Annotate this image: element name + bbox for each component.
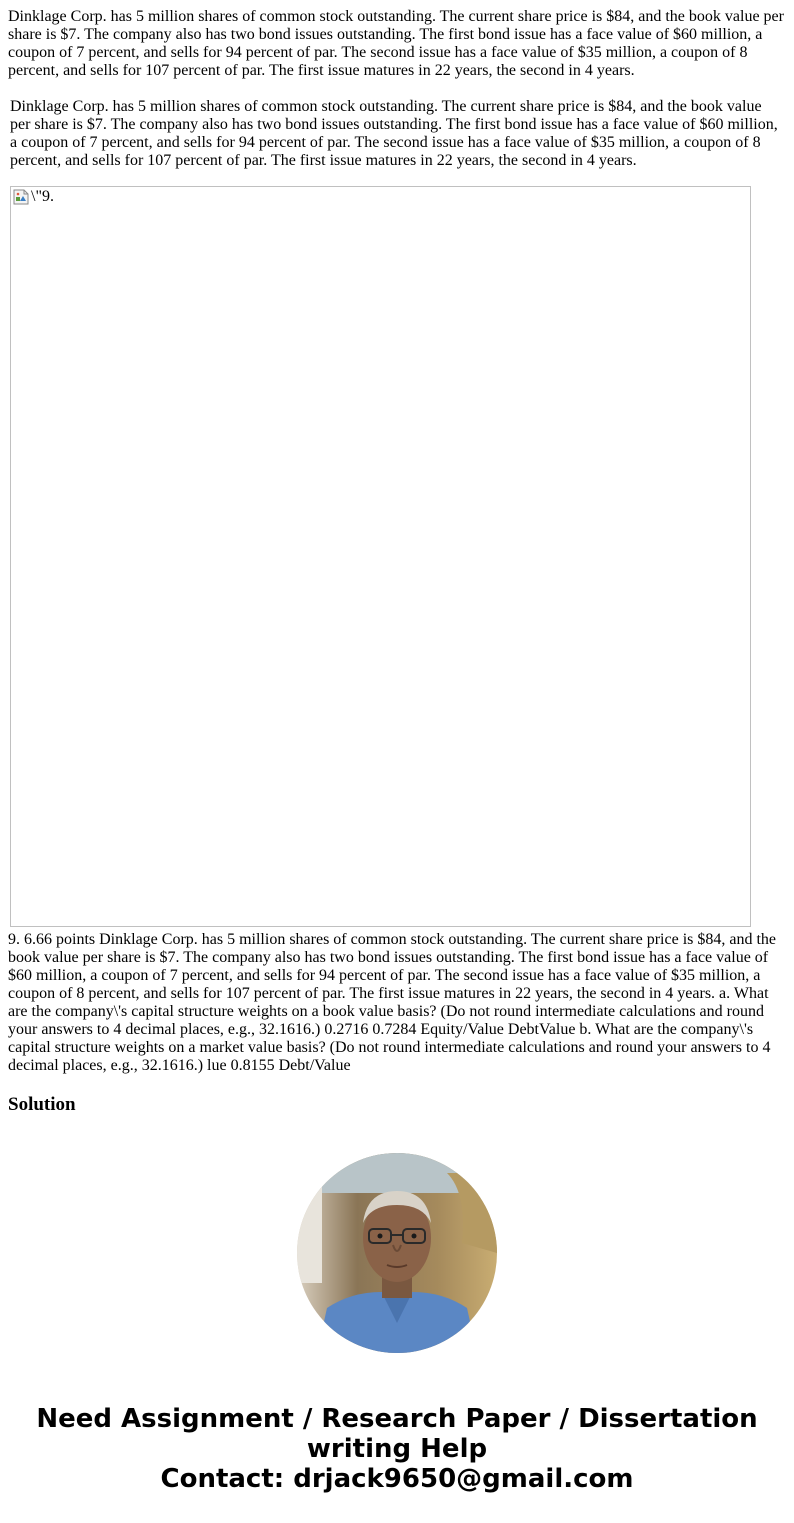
repeat-paragraph: Dinklage Corp. has 5 million shares of common stock outstanding. The current share price is $84, and the book value per share is $7. The company also has two bond issues outstanding. The first bond issue has a face value of $60 million, a coupon of 7 percent, and sells for 94 percent of par. The second issue has a face value of $35 million, a coupon of 8 percent, and sells for 107 percent of par. The first issue matures in 22 years, the second in 4 years. <box>10 98 778 169</box>
broken-image-icon <box>13 189 29 205</box>
solution-heading: Solution <box>8 1094 76 1115</box>
contact-banner <box>0 1404 794 1494</box>
question-image-placeholder <box>10 186 751 927</box>
image-alt-text: \"9. <box>31 188 54 205</box>
cta-line-2: writing Help <box>306 1434 488 1464</box>
question-paragraph: 9. 6.66 points Dinklage Corp. has 5 million shares of common stock outstanding. The current share price is $84, and the book value per share is $7. The company also has two bond issues outstanding. The first bond issue has a face value of $60 million, a coupon of 7 percent, and sells for 94 percent of par. The second issue has a face value of $35 million, a coupon of 8 percent, and sells for 107 percent of par. The first issue matures in 22 years, the second in 4 years. a. What are the company\'s capital structure weights on a book value basis? (Do not round intermediate calculations and round your answers to 4 decimal places, e.g., 32.1616.) 0.2716 0.7284 Equity/Value DebtValue b. What are the company\'s capital structure weights on a market value basis? (Do not round intermediate calculations and round your answers to 4 decimal places, e.g., 32.1616.) lue 0.8155 Debt/Value <box>8 931 777 1074</box>
cta-line-1: Need Assignment / Research Paper / Dissertation <box>36 1404 758 1434</box>
intro-paragraph: Dinklage Corp. has 5 million shares of common stock outstanding. The current share price is $84, and the book value per share is $7. The company also has two bond issues outstanding. The first bond issue has a face value of $60 million, a coupon of 7 percent, and sells for 94 percent of par. The second issue has a face value of $35 million, a coupon of 8 percent, and sells for 107 percent of par. The first issue matures in 22 years, the second in 4 years. <box>8 8 784 79</box>
author-avatar <box>297 1153 497 1353</box>
cta-contact-line: Contact: drjack9650@gmail.com <box>160 1464 634 1494</box>
